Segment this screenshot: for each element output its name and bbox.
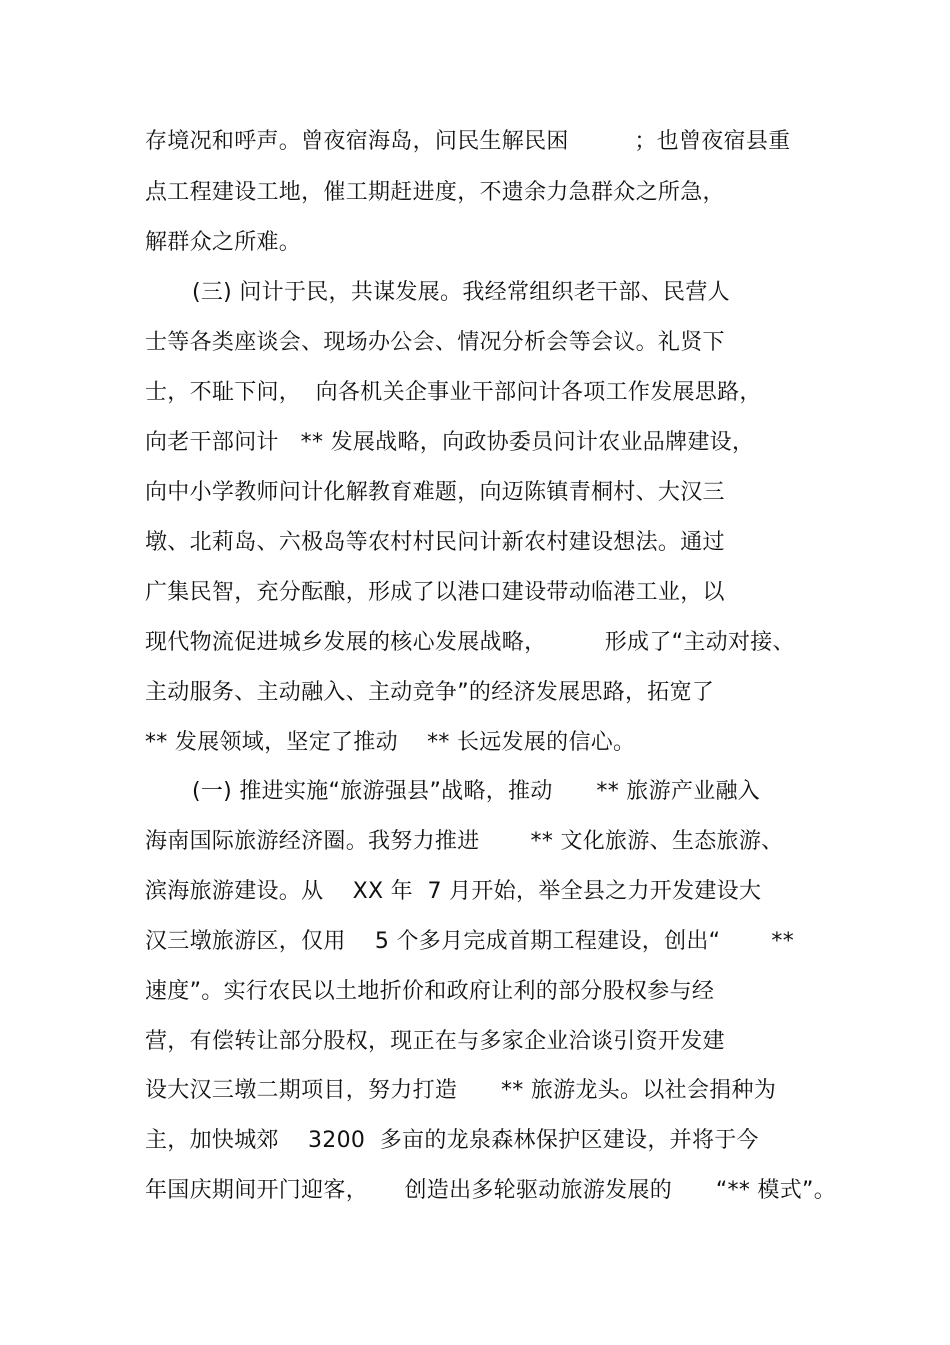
text-line: 速度”。实行农民以土地折价和政府让利的部分股权参与经: [145, 979, 715, 1004]
text-line: 墩、北莉岛、六极岛等农村村民问计新农村建设想法。通过: [145, 530, 725, 555]
text-line: 营，有偿转让部分股权，现正在与多家企业洽谈引资开发建: [145, 1029, 725, 1054]
text-line: 士等各类座谈会、现场办公会、情况分析会等会议。礼贤下: [145, 330, 725, 355]
text-line: 解群众之所难。: [145, 230, 302, 255]
text-line: 海南国际旅游经济圈。我努力推进 ** 文化旅游、生态旅游、: [145, 829, 784, 854]
paragraph-heading-1: (一) 推进实施“旅游强县”战略，推动 ** 旅游产业融入: [192, 779, 761, 804]
text-line: 滨海旅游建设。从 XX 年 7 月开始，举全县之力开发建设大: [145, 879, 762, 904]
text-line: 设大汉三墩二期项目，努力打造 ** 旅游龙头。以社会捐种为: [145, 1078, 777, 1103]
text-line: 士，不耻下问， 向各机关企事业干部问计各项工作发展思路，: [145, 380, 762, 405]
text-line: 存境况和呼声。曾夜宿海岛，问民生解民困 ；也曾夜宿县重: [145, 129, 791, 154]
text-line: 点工程建设工地，催工期赶进度，不遗余力急群众之所急，: [145, 180, 725, 205]
text-line: 向老干部问计 ** 发展战略，向政协委员问计农业品牌建设，: [145, 430, 755, 455]
text-line: 现代物流促进城乡发展的核心发展战略， 形成了“主动对接、: [145, 630, 795, 655]
text-line: ** 发展领域，坚定了推动 ** 长远发展的信心。: [145, 730, 636, 755]
text-line: 主动服务、主动融入、主动竞争”的经济发展思路，拓宽了: [145, 680, 715, 705]
text-line: 广集民智，充分酝酿，形成了以港口建设带动临港工业，以: [145, 580, 725, 605]
text-line: 年国庆期间开门迎客， 创造出多轮驱动旅游发展的 “** 模式”。: [145, 1178, 837, 1203]
text-line: 向中小学教师问计化解教育难题，向迈陈镇青桐村、大汉三: [145, 480, 725, 505]
paragraph-heading-3: (三) 问计于民，共谋发展。我经常组织老干部、民营人: [192, 280, 730, 305]
text-line: 汉三墩旅游区，仅用 5 个多月完成首期工程建设，创出“ **: [145, 929, 795, 954]
text-line: 主，加快城郊 3200 多亩的龙泉森林保护区建设，并将于今: [145, 1128, 759, 1153]
